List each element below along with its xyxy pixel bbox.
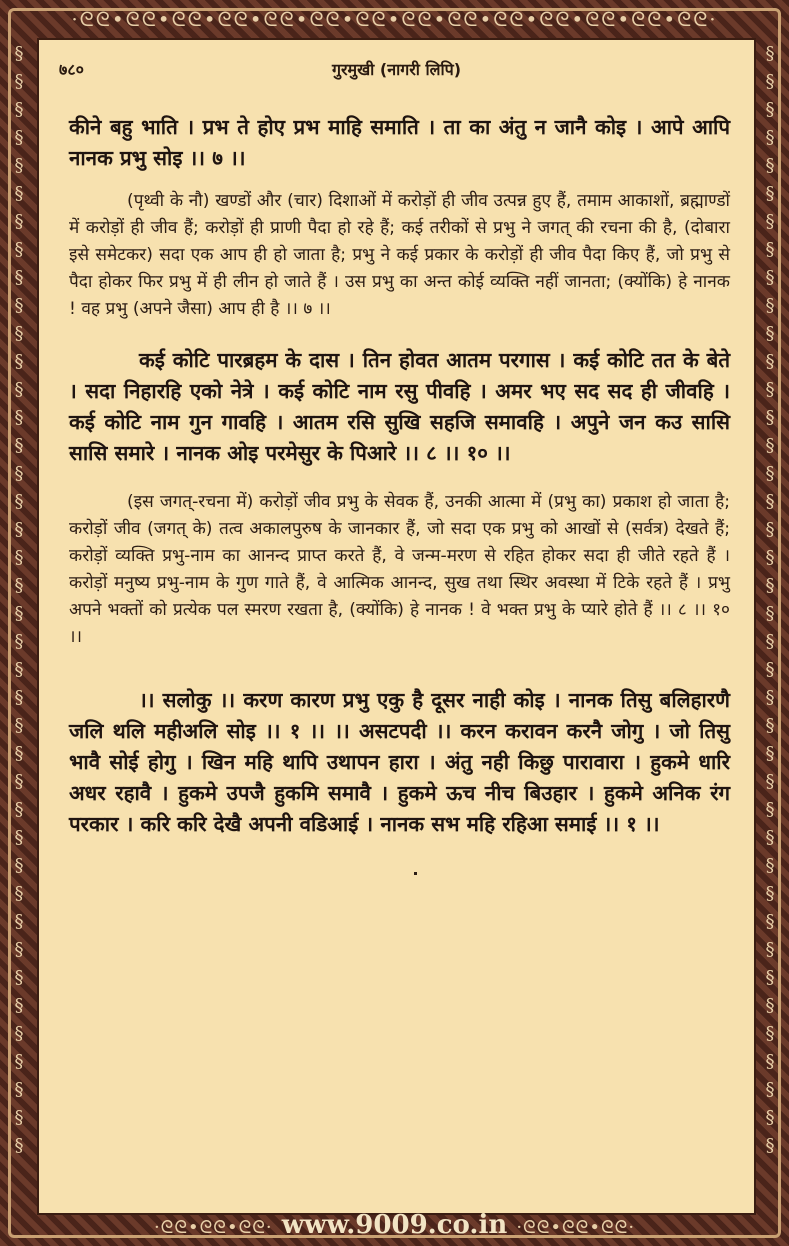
page-content (69, 106, 730, 840)
left-border-ornament: § § § § § § § § § § § § § § § § § § § § § § § § § § § § § § § § § § § § § § § § (14, 43, 24, 1156)
footer (40, 1210, 749, 1240)
book-page (37, 38, 756, 1215)
verse-block: कीने बहु भाति । प्रभ ते होए प्रभ माहि समाति । ता का अंतु न जानै कोइ । आपे आपि नानक प्रभु सोइ ।। ७ ।। (69, 115, 730, 170)
footer-ornament-right: ·ᘓᘓ•ᘓᘓ•ᘓᘓ· (516, 1217, 636, 1238)
footer-ornament-left: ·ᘓᘓ•ᘓᘓ•ᘓᘓ· (153, 1217, 273, 1238)
top-border-ornament: ·ᘓᘓ•ᘓᘓ•ᘓᘓ•ᘓᘓ•ᘓᘓ•ᘓᘓ•ᘓᘓ•ᘓᘓ•ᘓᘓ•ᘓᘓ•ᘓᘓ•ᘓᘓ•ᘓᘓ•ᘓᘓ· (71, 7, 718, 31)
website-link[interactable]: www.9009.co.in (281, 1210, 508, 1240)
translation-paragraph: (इस जगत्-रचना में) करोड़ों जीव प्रभु के सेवक हैं, उनकी आत्मा में (प्रभु का) प्रकाश हो जाता है; करोड़ों जीव (जगत् के) तत्व अकालपुरुष के जानकार हैं, जो सदा एक प्रभु को आखों से (सर्वत्र) देखते हैं; करोड़ों व्यक्ति प्रभु-नाम का आनन्द प्राप्त करते हैं, वे जन्म-मरण से रहित होकर सदा ही जीते रहते हैं । करोड़ों मनुष्य प्रभु-नाम के गुण गाते हैं, वे आत्मिक आनन्द, सुख तथा स्थिर अवस्था में टिके रहते हैं । प्रभु अपने भक्तों को प्रत्येक पल स्मरण रखता है, (क्योंकि) हे नानक ! वे भक्त प्रभु के प्यारे होते हैं ।। ८ ।। १० ।। (69, 492, 730, 647)
running-title: गुरमुखी (नागरी लिपि) (331, 60, 462, 79)
page-number: ७८० (59, 60, 84, 79)
verse-block: ।। सलोकु ।। करण कारण प्रभु एकु है दूसर नाही कोइ । नानक तिसु बलिहारणै जलि थलि महीअलि सोइ ।। १ ।। ।। असटपदी ।। करन करावन करनै जोगु । जो तिसु भावै सोई होगु । खिन महि थापि उथापन हारा । अंतु नही किछु पारावारा । हुकमे धारि अधर रहावै । हुकमे उपजै हुकमि समावै । हुकमे ऊच नीच बिउहार । हुकमे अनिक रंग परकार । करि करि देखै अपनी वडिआई । नानक सभ महि रहिआ समाई ।। १ ।। (69, 688, 730, 836)
page-header (59, 54, 734, 82)
translation-paragraph: (पृथ्वी के नौ) खण्डों और (चार) दिशाओं में करोड़ों ही जीव उत्पन्न हुए हैं, तमाम आकाशों, ब्रह्माण्डों में करोड़ों ही जीव हैं; करोड़ों ही प्राणी पैदा हो रहे हैं; कई तरीकों से प्रभु ने जगत् की रचना की है, (दोबारा इसे समेटकर) सदा एक आप ही हो जाता है; प्रभु ने कई प्रकार के करोड़ों ही जीव पैदा किए हैं, जो प्रभु से पैदा होकर फिर प्रभु में ही लीन हो जाते हैं । उस प्रभु का अन्त कोई व्यक्ति नहीं जानता; (क्योंकि) हे नानक ! वह प्रभु (अपने जैसा) आप ही है ।। ७ ।। (69, 191, 730, 319)
right-border-ornament: § § § § § § § § § § § § § § § § § § § § § § § § § § § § § § § § § § § § § § § § (765, 43, 775, 1156)
verse-block: कई कोटि पारब्रहम के दास । तिन होवत आतम परगास । कई कोटि तत के बेते । सदा निहारहि एको नेत्रे । कई कोटि नाम रसु पीवहि । अमर भए सद सद ही जीवहि । कई कोटि नाम गुन गावहि । आतम रसि सुखि सहजि समावहि । अपुने जन कउ सासि सासि समारे । नानक ओइ परमेसुर के पिआरे ।। ८ ।। १० ।। (69, 348, 730, 465)
stray-mark (414, 872, 417, 875)
